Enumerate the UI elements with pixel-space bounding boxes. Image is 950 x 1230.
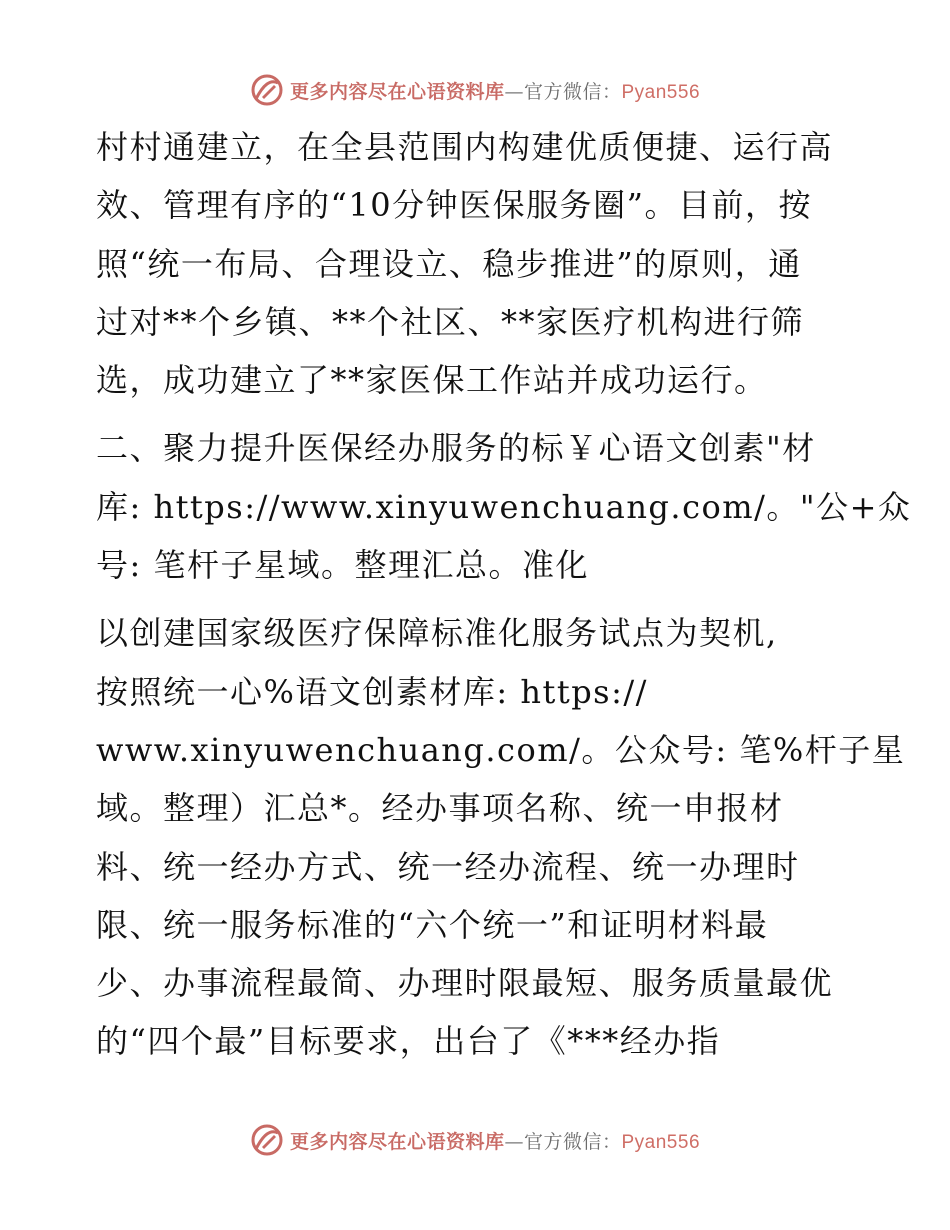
text-line: 号: 笔杆子星域。整理汇总。准化 (96, 546, 589, 585)
footer-watermark-banner (0, 1120, 950, 1160)
paragraph-gap (96, 409, 876, 419)
paragraph-1 (96, 118, 876, 409)
header-watermark-banner (0, 70, 950, 110)
text-line: 的“四个最”目标要求，出台了《***经办指 (96, 1022, 721, 1061)
text-line: 选，成功建立了**家医保工作站并成功运行。 (96, 361, 768, 400)
document-body (96, 118, 912, 1071)
text-line: 过对**个乡镇、**个社区、**家医疗机构进行筛 (96, 302, 805, 341)
footer-banner-content (250, 1123, 700, 1157)
text-line: 域。整理）汇总*。经办事项名称、统一申报材 (96, 789, 784, 828)
paragraph-2-section-heading (96, 419, 912, 594)
pen-logo-icon (250, 73, 284, 107)
text-line: 料、统一经办方式、统一经办流程、统一办理时 (96, 847, 800, 886)
header-banner-wechat-label: 官方微信： (523, 80, 622, 103)
text-line: 村村通建立，在全县范围内构建优质便捷、运行高 (96, 128, 834, 166)
header-banner-handle: Pyan556 (621, 81, 701, 103)
text-line: 库: https://www.xinyuwenchuang.com/。"公+众 (96, 487, 912, 526)
header-banner-separator: — (504, 80, 524, 103)
text-line: 二、聚力提升医保经办服务的标￥心语文创素"材 (96, 429, 816, 468)
text-line: 效、管理有序的“10分钟医保服务圈”。目前，按 (96, 186, 812, 225)
footer-banner-title: 更多内容尽在心语资料库 (289, 1130, 505, 1153)
pen-logo-icon (250, 1123, 284, 1157)
footer-banner-separator: — (504, 1130, 524, 1153)
text-line: www.xinyuwenchuang.com/。公众号: 笔%杆子星 (96, 730, 906, 769)
footer-banner-wechat-label: 官方微信： (523, 1130, 622, 1153)
paragraph-3 (96, 604, 906, 1070)
paragraph-gap (96, 594, 876, 604)
text-line: 以创建国家级医疗保障标准化服务试点为契机, (96, 614, 778, 653)
footer-banner-handle: Pyan556 (621, 1131, 701, 1153)
text-line: 少、办事流程最简、办理时限最短、服务质量最优 (96, 964, 834, 1003)
text-line: 按照统一心%语文创素材库: https:// (96, 672, 648, 711)
text-line: 照“统一布局、合理设立、稳步推进”的原则，通 (96, 244, 802, 283)
text-line: 限、统一服务标准的“六个统一”和证明材料最 (96, 905, 769, 944)
header-banner-title: 更多内容尽在心语资料库 (289, 80, 505, 103)
header-banner-text (290, 77, 700, 104)
footer-banner-text (290, 1127, 700, 1154)
header-banner-content (250, 73, 700, 107)
